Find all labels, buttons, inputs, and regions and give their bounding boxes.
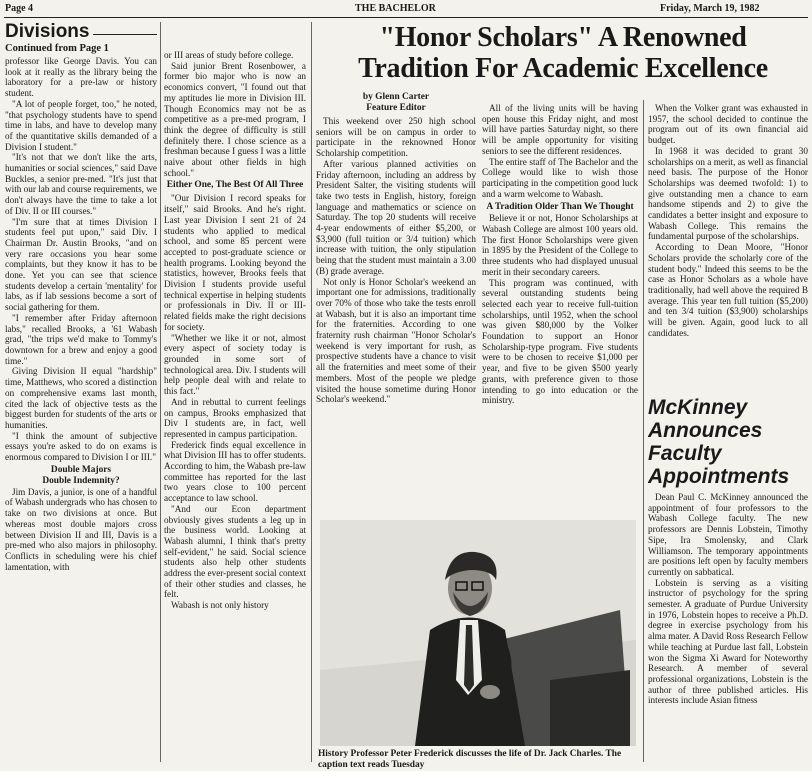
newspaper-name: THE BACHELOR [355,3,436,14]
honor-col2-subhead: A Tradition Older Than We Thought [486,202,634,213]
honor-col1-para-1: This weekend over 250 high school seniors will be on campus in order to participate in the reknowned Honor Scholarship competition. [316,116,476,159]
column-rule [311,22,312,762]
divisions-continued: Continued from Page 1 [5,43,109,54]
mckinney-headline: McKinney Announces Faculty Appointments [648,396,790,488]
honor-headline-line2: Tradition For Academic Excellence [358,53,768,84]
photo-caption: History Professor Peter Frederick discusses the life of Dr. Jack Charles. The caption text reads Tuesday [318,749,622,770]
divisions-title: Divisions [5,22,90,42]
header-rule [4,17,808,18]
divisions-para-4: "I'm sure that at times Division I students feel put upon," said Div. I Chairman Dr. Austin Brooks, "and on very rare occasions you hear some complaints, but they know it has to be done. Yet you can see that science students develop a certain 'mentality' for labs, as if lab sessions become a sort of social gathering for them. [5,216,157,313]
divisions-col2-para-3: "Our Division I record speaks for itself," said Brooks. And he's right. Last year Division I sent 21 of 24 students who applied to medical school, and some 85 percent were accepted to post-graduate science or health programs. Looking beyond the statistics, however, Brooks feels that Division I students provide useful technical expertise in helping students or professionals in Div. II or III-related fields make the right decisions for society. [164,193,306,332]
divisions-para-8: Jim Davis, a junior, is one of a handful of Wabash undergrads who has chosen to take on two divisions at once. But whereas most double majors cross between Division II and III, Davis is a pre-med who also majors in philosophy. Conflicts in scheduling were his chief lamentation, with [5,486,157,572]
page-number: Page 4 [5,3,34,14]
divisions-col2-para-4: "Whether we like it or not, almost every aspect of society today is grounded in some sort of technological area. Div. I students will help people deal with and relate to this fact." [164,332,306,397]
honor-col3-para-2: In 1968 it was decided to grant 30 scholarships on a merit, as well as financial need basis. The purpose of the Honor Scholarships was deemed twofold: 1) to give outstanding men a chance to earn handsome stipends and 2) to give the candidates a better insight and exposure to Wabash College. This remains the fundamental purpose of the scholarships. [648,145,808,242]
divisions-para-1: professor like George Davis. You can look at it really as the library being the laboratory for a pre-law or history student. [5,56,157,99]
issue-date: Friday, March 19, 1982 [660,3,760,14]
divisions-article-col1 [5,22,157,767]
divisions-col2-subhead: Either One, The Best Of All Three [166,180,304,191]
honor-byline: by Glenn Carter [362,92,430,102]
honor-headline [316,22,810,84]
honor-col2-para-2: The entire staff of The Bachelor and the College would like to wish those participating in the competition good luck and a warm welcome to Wabash. [482,156,638,199]
honor-col1-para-3: Not only is Honor Scholar's weekend an important one for admissions, traditionally over 70% of those who take the tests enroll at Wabash, but it is also an important time for the fraternities. According to one fraternity rush chairman "Honor Scholar's weekend is very important for rush, as prospective students have a chance to visit all the fraternities and meet some of their members. Most of the people we pledge visited the house sometime during Honor Scholar's weekend." [316,276,476,405]
mckinney-para-1: Dean Paul C. McKinney announced the appointment of four professors to the Wabash College faculty. The new professors are Dennis Lobstein, Timothy Sipe, Ira Smolensky, and Clark Williamson. The temporary appointments are positions left open by faculty members currently on sabbatical. [648,492,808,577]
divisions-subhead-2: Double Indemnity? [42,475,120,486]
honor-article-col3 [648,103,808,393]
honor-col3-para-1: When the Volker grant was exhausted in 1957, the school decided to continue the program out of its own financial aid budget. [648,103,808,146]
divisions-col2-para-5: And in rebuttal to current feelings on campus, Brooks emphasized that Div I students are, in fact, well represented in campus participation. [164,396,306,439]
honor-col2-para-1: All of the living units will be having open house this Friday night, and most will have parties Saturday night, so there will be ample opportunity for visiting seniors to see the different residences. [482,103,638,156]
divisions-title-rule [93,34,157,35]
mckinney-article [648,396,808,767]
honor-col2-para-3: Believe it or not, Honor Scholarships at Wabash College are almost 100 years old. The first Honor Scholarships were given in 1895 by the President of the College to three students who had displayed unusual merit in their secondary careers. [482,213,638,277]
divisions-col2-para-2: Said junior Brent Rosenbower, a former bio major who is now an economics convert, "I found out that my aptitudes lie more in Division III. Though Economics may not be as competitive as a pre-med program, I think the degree of difficulty is still definitely there. I chose science as a freshman because I guess I was a little naive about other fields in high school." [164,60,306,178]
honor-col1-para-2: After various planned activities on Friday afternoon, including an address by President Salter, the visiting students will take two tests in English, history, foreign language and mathematics or science on Saturday. The top 20 students will receive 4-year endowments of either $5,200, or $3,900 (full tuition or 3/4 tuition) which increase with tuition, the only stipulation being that the student must maintain a 3.00 (B) grade average. [316,158,476,276]
honor-col2-para-4: This program was continued, with several outstanding students being selected each year to receive full-tuition scholarships, until 1952, when the school was given $80,000 by the Volker Foundation to support an Honor Scholarship-type program. Five students were to be chosen to receive $1,000 per year, and five to be given $500 yearly grants, with preference given to those intending to go into education or the ministry. [482,277,638,406]
divisions-para-3: "It's not that we don't like the arts, humanities or social sciences," said Dave Buckles, a senior pre-med. "It's just that with our lab and course requirements, we don't always have the time to take a lot of Div. II or III courses." [5,152,157,216]
divisions-para-2: "A lot of people forget, too," he noted, "that psychology students have to spend time in labs, and have to develop many of the quantitative skills demanded of a Division I student." [5,98,157,152]
divisions-col2-para-7: "And our Econ department obviously gives students a leg up in the business world. Looking at Wabash alumni, I think that's pretty self-evident," he said. Social science students also help other students address the ever-present social context of their other studies and classes, he felt. [164,503,306,600]
column-rule [643,100,644,762]
column-rule [160,22,161,762]
divisions-col2-para-6: Frederick finds equal excellence in what Division III has to offer students. According to him, the Wabash pre-law committee has reported for the last two years close to 100 percent acceptance to law school. [164,439,306,504]
honor-article-col1 [316,92,476,512]
divisions-para-7: "I think the amount of subjective essays you're asked to do on exams is enormous compared to Division I or III." [5,430,157,463]
professor-photo [320,520,636,746]
divisions-subhead-1: Double Majors [50,464,112,475]
professor-photo-image [320,520,636,746]
mckinney-para-2: Lobstein is serving as a visiting instructor of psychology for the spring semester. A graduate of Purdue University in 1976, Lobstein hopes to receive a Ph.D. degree in exercise psychology from his alma mater. A David Ross Research Fellow while teaching at Purdue last fall, Lobstein won the Sigma Xi Award for Noteworthy Research. A member of several professional organizations, Lobstein is the author of three published articles. His interests include Asian fitness [648,577,808,706]
divisions-para-6: Giving Division II equal "hardship" time, Matthews, who scored a distinction on comprehensive exams last month, cited the lack of objective tests as the biggest burden for students of the arts or humanities. [5,366,157,430]
divisions-para-5: "I remember after Friday afternoon labs," recalled Brooks, a '61 Wabash grad, "the trips we'd make to Tommy's downtown for a brew and enjoy a good time." [5,312,157,366]
divisions-col2-para-8: Wabash is not only history [171,600,269,611]
honor-headline-line1: "Honor Scholars" A Renowned [379,22,747,53]
divisions-col2-para-1: or III areas of study before college. [164,50,294,60]
honor-byline-role: Feature Editor [366,103,426,113]
honor-col3-para-3: According to Dean Moore, "Honor Scholars provide the scholarly core of the student body." Indeed this seems to be the case as Honor Scholars as a whole have traditionally, had well above the required B average. This year ten full tuition ($5,200) and ten 3/4 tuition ($3,900) scholarships will be given. Again, good luck to all candidates. [648,242,808,338]
honor-article-col2 [482,103,638,513]
divisions-article-col2 [164,50,306,767]
